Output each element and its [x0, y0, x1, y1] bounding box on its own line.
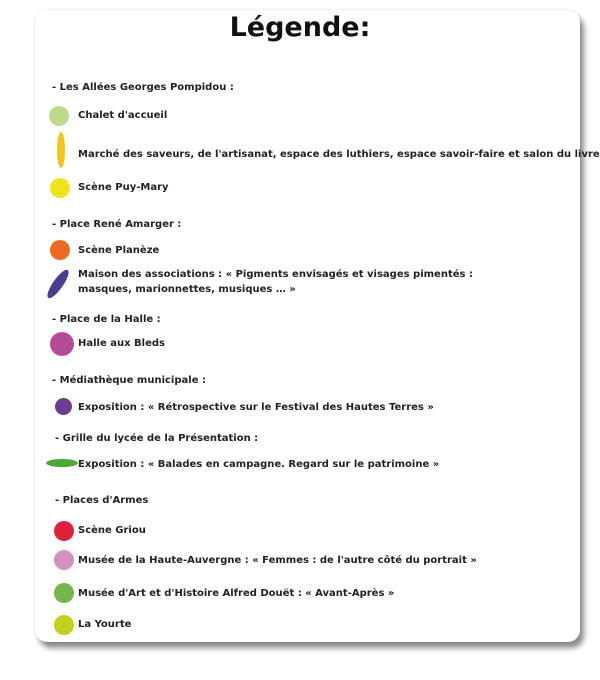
section-places-darmes: - Places d'Armes	[55, 495, 149, 506]
marker-chalet-accueil	[49, 106, 69, 126]
marker-marche-saveurs	[57, 132, 65, 168]
marker-scene-planeze	[50, 240, 70, 260]
label-scene-puy-mary: Scène Puy-Mary	[78, 182, 169, 193]
label-musee-haute-auvergne: Musée de la Haute-Auvergne : « Femmes : de l'autre côté du portrait »	[78, 555, 477, 566]
label-maison-associations: Maison des associations : « Pigments envisagés et visages pimentés :	[78, 269, 473, 280]
label-scene-griou: Scène Griou	[78, 525, 146, 536]
marker-musee-haute-auvergne	[54, 550, 74, 570]
marker-scene-griou	[54, 521, 74, 541]
label-musee-art-histoire: Musée d'Art et d'Histoire Alfred Douët : « Avant-Après »	[78, 588, 395, 599]
legend-title: Légende:	[229, 12, 371, 43]
label-la-yourte: La Yourte	[78, 619, 132, 630]
section-allees-pompidou: - Les Allées Georges Pompidou :	[52, 82, 234, 93]
marker-expo-balades	[46, 459, 78, 467]
marker-expo-retrospective	[55, 398, 72, 415]
label-expo-balades: Exposition : « Balades en campagne. Regard sur le patrimoine »	[78, 459, 440, 470]
section-place-rene-amarger: - Place René Amarger :	[52, 219, 182, 230]
label-expo-retrospective: Exposition : « Rétrospective sur le Festival des Hautes Terres »	[78, 402, 434, 413]
legend-card	[35, 10, 580, 642]
label-chalet-accueil: Chalet d'accueil	[78, 110, 168, 121]
section-mediatheque: - Médiathèque municipale :	[52, 375, 206, 386]
label-marche-saveurs: Marché des saveurs, de l'artisanat, espace des luthiers, espace savoir-faire et salon du livre	[78, 149, 600, 160]
marker-musee-art-histoire	[54, 583, 74, 603]
marker-scene-puy-mary	[50, 178, 70, 198]
label-scene-planeze: Scène Planèze	[78, 245, 160, 256]
marker-la-yourte	[54, 615, 74, 635]
label-maison-associations-line2: masques, marionnettes, musiques … »	[78, 284, 296, 295]
marker-halle-aux-bleds	[50, 332, 74, 356]
label-halle-aux-bleds: Halle aux Bleds	[78, 338, 165, 349]
section-place-de-la-halle: - Place de la Halle :	[52, 314, 161, 325]
section-grille-lycee: - Grille du lycée de la Présentation :	[55, 433, 259, 444]
